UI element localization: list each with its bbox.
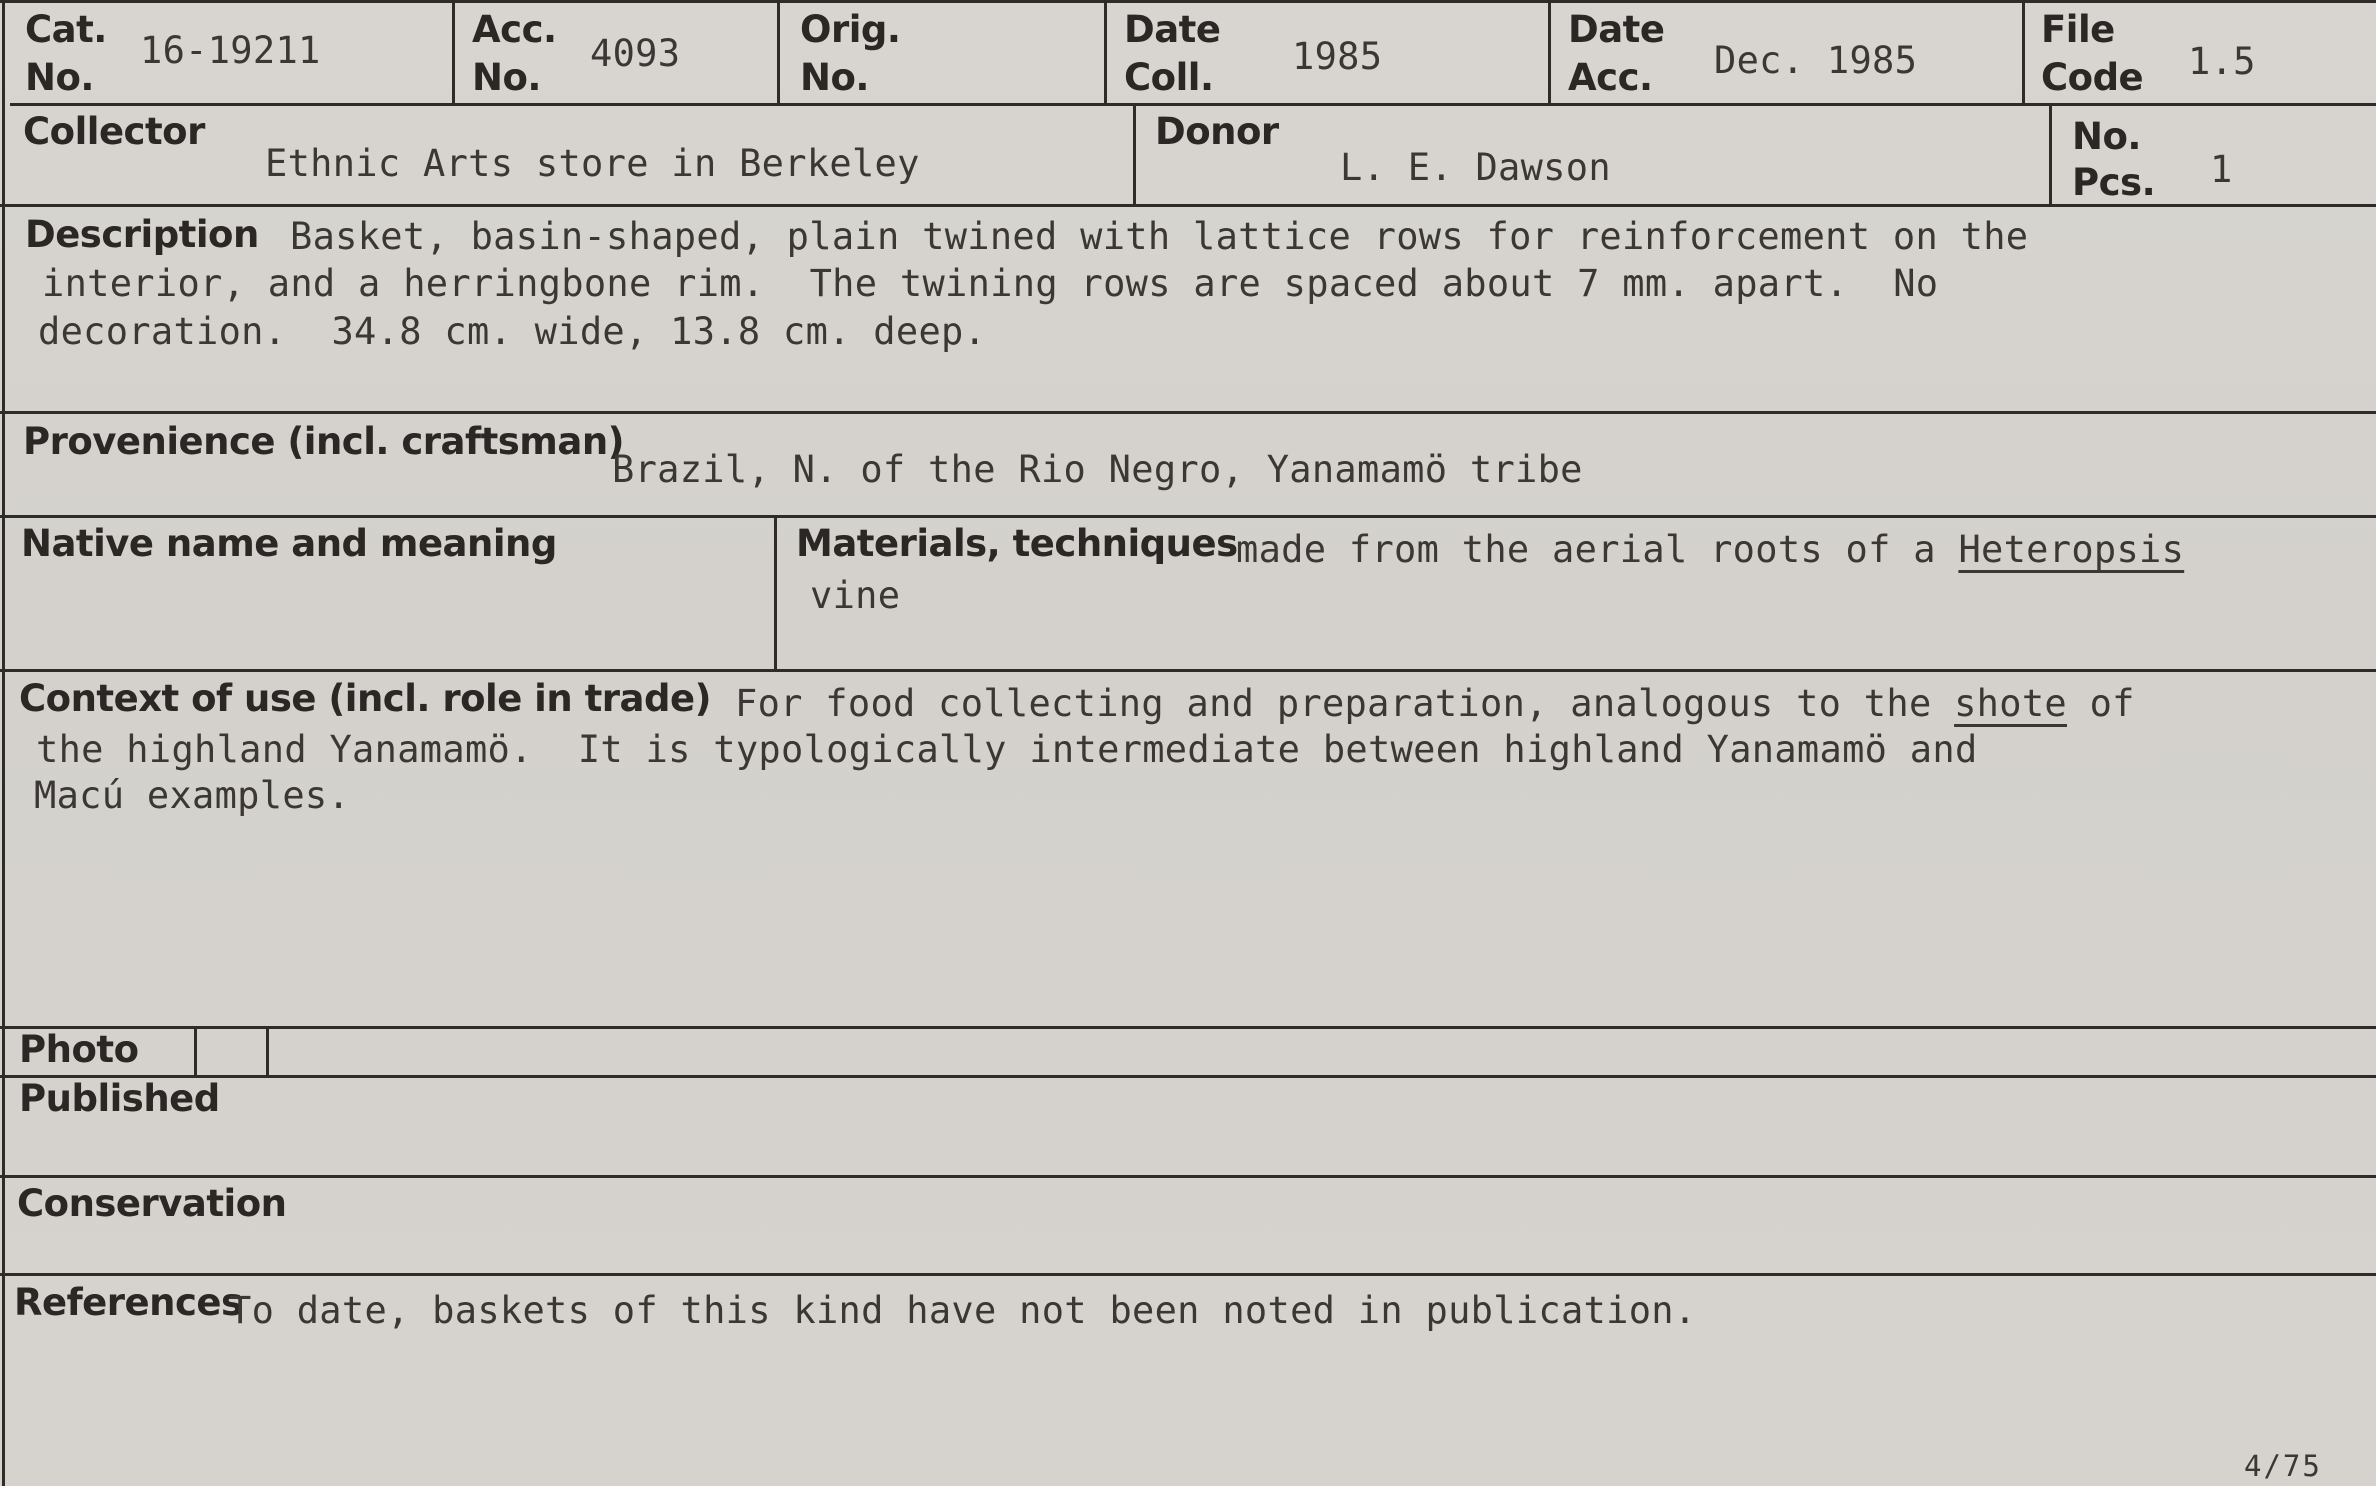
cat-no-label-1: Cat. <box>25 8 107 51</box>
no-pcs-value: 1 <box>2210 148 2233 191</box>
description-line-3: decoration. 34.8 cm. wide, 13.8 cm. deep. <box>38 310 987 353</box>
materials-text: made from the aerial roots of a <box>1236 528 1959 571</box>
date-acc-value: Dec. 1985 <box>1714 39 1918 82</box>
rule-v-acc <box>777 0 780 104</box>
date-acc-label-2: Acc. <box>1568 56 1653 99</box>
context-line-1 <box>735 680 2135 728</box>
rule-provenience-bottom <box>0 515 2376 518</box>
acc-no-label-1: Acc. <box>472 8 557 51</box>
no-pcs-label-2: Pcs. <box>2072 161 2156 204</box>
rule-v-cat <box>452 0 455 104</box>
file-code-value: 1.5 <box>2188 40 2256 83</box>
rule-conservation-bottom <box>0 1273 2376 1276</box>
date-coll-label-2: Coll. <box>1124 56 1214 99</box>
references-value: To date, baskets of this kind have not been noted in publication. <box>229 1289 1697 1332</box>
references-label: References <box>14 1281 243 1324</box>
date-coll-value: 1985 <box>1292 35 1383 78</box>
acc-no-label-2: No. <box>472 56 541 99</box>
provenience-label: Provenience (incl. craftsman) <box>23 420 625 463</box>
context-text-c: of <box>2067 682 2135 725</box>
context-line-3: Macú examples. <box>34 774 351 817</box>
rule-v-photo-1 <box>194 1026 197 1076</box>
orig-no-label-2: No. <box>800 56 869 99</box>
rule-v-donor <box>2049 103 2052 205</box>
rule-v-datecoll <box>1548 0 1551 104</box>
rule-materials-bottom <box>0 669 2376 672</box>
description-line-2: interior, and a herringbone rim. The twining rows are spaced about 7 mm. apart. No <box>42 262 1939 305</box>
rule-v-collector <box>1133 103 1136 205</box>
cat-no-value: 16-19211 <box>140 29 321 72</box>
collector-label: Collector <box>23 110 205 153</box>
materials-line-1 <box>1236 526 2184 574</box>
materials-genus: Heteropsis <box>1958 528 2185 571</box>
materials-line-2: vine <box>810 574 901 617</box>
rule-v-left <box>2 0 5 1486</box>
description-line-1: Basket, basin-shaped, plain twined with lattice rows for reinforcement on the <box>290 215 2029 258</box>
donor-label: Donor <box>1155 110 1279 153</box>
form-number: 4/75 <box>2244 1449 2322 1483</box>
rule-description-bottom <box>0 411 2376 414</box>
orig-no-label-1: Orig. <box>800 8 901 51</box>
context-text-a: For food collecting and preparation, analogous to the <box>735 682 1955 725</box>
native-name-label: Native name and meaning <box>21 522 557 565</box>
rule-photo-bottom <box>0 1075 2376 1078</box>
rule-top <box>0 0 2376 3</box>
date-coll-label-1: Date <box>1124 8 1221 51</box>
rule-published-bottom <box>0 1175 2376 1178</box>
cat-no-label-2: No. <box>25 56 94 99</box>
conservation-label: Conservation <box>17 1182 287 1225</box>
rule-collector-bottom <box>0 204 2376 207</box>
context-label: Context of use (incl. role in trade) <box>19 677 711 720</box>
rule-v-native <box>774 515 777 670</box>
no-pcs-label-1: No. <box>2072 115 2141 158</box>
rule-context-bottom <box>0 1026 2376 1029</box>
photo-label: Photo <box>19 1028 139 1071</box>
file-code-label-2: Code <box>2041 56 2144 99</box>
description-label: Description <box>25 213 259 256</box>
acc-no-value: 4093 <box>590 32 681 75</box>
published-label: Published <box>19 1077 220 1120</box>
provenience-value: Brazil, N. of the Rio Negro, Yanamamö tribe <box>612 448 1583 491</box>
collector-value: Ethnic Arts store in Berkeley <box>265 142 920 185</box>
rule-v-orig <box>1104 0 1107 104</box>
donor-value: L. E. Dawson <box>1340 146 1611 189</box>
rule-v-photo-2 <box>266 1026 269 1076</box>
context-shote: shote <box>1954 682 2067 725</box>
materials-label: Materials, techniques <box>796 522 1238 565</box>
context-line-2: the highland Yanamamö. It is typologically intermediate between highland Yanamamö and <box>36 728 1978 771</box>
date-acc-label-1: Date <box>1568 8 1665 51</box>
file-code-label-1: File <box>2041 8 2115 51</box>
rule-v-dateacc <box>2022 0 2025 104</box>
